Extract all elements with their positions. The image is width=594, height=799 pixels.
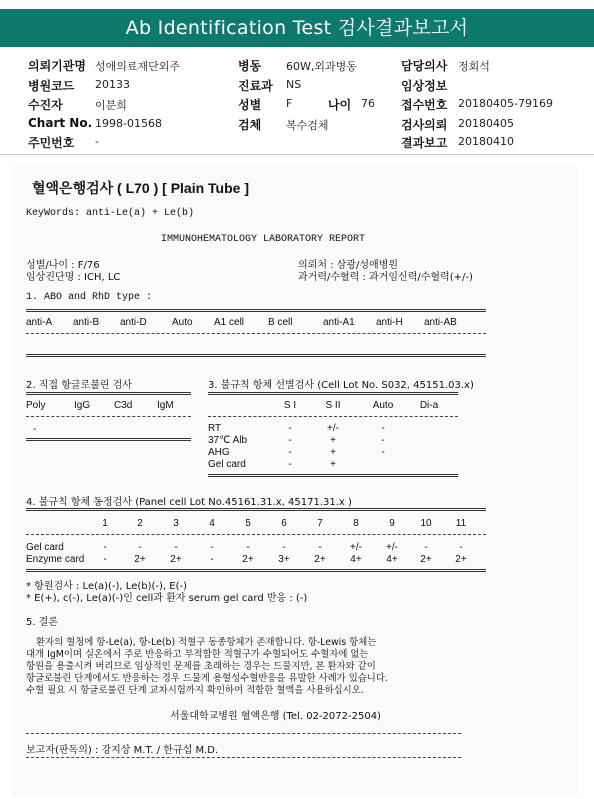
abo-col-header: anti-AB [424,317,457,328]
screen-table-header-rule [208,416,458,417]
lab-report-title: IMMUNOHEMATOLOGY LABORATORY REPORT [161,234,366,245]
requesting-org-value: 성애의료재단외주 [95,60,181,73]
panel-col-header: 6 [281,518,287,529]
hospital-code-label: 병원코드 [28,79,75,93]
requester-line: 의뢰처 : 삼광/성애병원 [298,260,399,271]
panel-col-header: 8 [353,518,359,529]
physician-value: 정회석 [458,60,490,73]
report-date-label: 결과보고 [401,136,448,150]
dat-col-header: IgM [157,400,174,411]
abo-col-header: Auto [172,317,193,328]
specimen-value: 복수검체 [286,119,329,132]
hospital-code-value: 20133 [95,78,130,91]
specimen-label: 검체 [238,118,262,132]
antibody-id-section-title: 4. 불규칙 항체 동정검사 (Panel cell Lot No.45161.31.x, 45171.31.x ) [26,497,352,508]
chart-no-label: Chart No. [28,116,93,130]
panel-cell: +/- [350,542,362,553]
panel-cell: - [103,554,107,565]
dat-table-bottom-rule [26,438,191,441]
panel-cell: - [210,542,214,553]
panel-col-header: 10 [420,518,432,529]
panel-col-header: 1 [102,518,108,529]
abo-table-header-rule [26,333,486,334]
clinical-info-label: 임상정보 [401,79,448,93]
panel-cell: - [459,542,463,553]
dat-col-header: Poly [26,400,46,411]
abo-col-header: anti-A1 [323,317,355,328]
conclusion-line: 환자의 혈청에 항-Le(a), 항-Le(b) 적혈구 동종항체가 존재합니다. 항-Lewis 항체는 [36,637,377,648]
sex-value: F [286,97,293,110]
report-title-bar: Ab Identification Test 검사결과보고서 [0,9,594,47]
abo-col-header: A1 cell [214,317,245,328]
panel-cell: 2+ [170,554,182,565]
conclusion-line: 대개 IgM이며 실온에서 주로 반응하고 부적합한 적혈구가 수혈되어도 수혈자에 없는 [26,649,369,660]
screen-row-label: RT [208,423,222,434]
abo-col-header: anti-D [120,317,147,328]
signature-top-rule [26,733,461,734]
panel-cell: - [210,554,214,565]
panel-cell: - [318,542,322,553]
screen-cell: - [288,423,292,434]
resident-no-value: - [95,135,99,148]
dat-col-header: IgG [74,400,91,411]
institution-line: 서울대학교병원 혈액은행 (Tel. 02-2072-2504) [170,711,381,722]
age-label: 나이 [328,98,352,112]
screen-table-top-rule [208,392,458,395]
panel-cell: - [138,542,142,553]
screen-cell: - [288,447,292,458]
dat-col-header: C3d [114,400,133,411]
chart-no-value: 1998-01568 [95,117,162,130]
screen-cell: - [288,459,292,470]
screen-col-header: Di-a [419,400,439,411]
panel-col-header: 7 [317,518,323,529]
abo-col-header: anti-B [73,317,100,328]
panel-cell: 4+ [350,554,362,565]
cell-reaction-note: * E(+), c(-), Le(a)(-)인 cell과 환자 serum gel card 반응 : (-) [26,593,308,604]
screen-row-label: 37℃ Alb [208,435,248,446]
panel-col-header: 5 [245,518,251,529]
keywords-line: KeyWords: anti-Le(a) + Le(b) [26,208,195,219]
conclusion-line: 항원을 용출시켜 버리므로 임상적인 문제를 초래하는 경우는 드물지만, 본 환자와 같이 [26,661,376,672]
ward-label: 병동 [238,59,262,73]
report-date-value: 20180410 [458,135,514,148]
age-value: 76 [361,97,375,110]
screen-row-label: AHG [208,447,230,458]
screen-col-header: S II [325,400,341,411]
request-date-label: 검사의뢰 [401,118,448,132]
screen-cell: + [330,435,336,446]
panel-col-header: 11 [455,518,467,529]
requesting-org-label: 의뢰기관명 [28,59,86,73]
abo-col-header: anti-H [376,317,403,328]
screen-cell: - [381,435,385,446]
department-label: 진료과 [238,79,273,93]
history-line: 과거력/수혈력 : 과거임신력/수혈력(+/-) [298,272,473,283]
conclusion-line: 항글로불린 단계에서도 반응하는 경우 드물게 용혈성수혈반응을 유발한 사례가 있습니다. [26,673,388,684]
signature-bottom-rule [26,757,461,758]
diagnosis-line: 임상진단명 : ICH, LC [26,272,121,283]
panel-col-header: 3 [173,518,179,529]
dat-table-header-rule [26,416,191,417]
accession-no-label: 접수번호 [401,98,448,112]
abo-col-header: anti-A [26,317,53,328]
screen-row-label: Gel card [208,459,246,470]
sex-label: 성별 [238,98,262,112]
screen-col-header: Auto [372,400,394,411]
panel-cell: 3+ [278,554,290,565]
dat-table-top-rule [26,392,191,395]
ward-value: 60W,외과병동 [286,60,357,73]
sex-age-line: 성별/나이 : F/76 [26,260,100,271]
header-divider [0,154,594,155]
screen-col-header: S I [283,400,297,411]
dat-section-title: 2. 직접 항글로불린 검사 [26,380,133,391]
screen-cell: + [330,447,336,458]
panel-table-bottom-rule [26,569,486,572]
abo-table-bottom-rule [26,354,486,357]
antibody-screen-section-title: 3. 불규칙 항체 선별검사 (Cell Lot No. S032, 45151.03.x) [208,380,474,391]
screen-cell: + [330,459,336,470]
blood-bank-test-title: 혈액은행검사 ( L70 ) [ Plain Tube ] [32,180,250,196]
panel-table-top-rule [26,508,486,511]
panel-cell: +/- [386,542,398,553]
panel-row-label: Enzyme card [26,554,85,565]
panel-cell: - [174,542,178,553]
resident-no-label: 주민번호 [28,136,75,150]
panel-cell: - [424,542,428,553]
abo-table-top-rule [26,309,486,312]
screen-cell: +/- [327,423,339,434]
screen-cell: - [381,447,385,458]
dat-result-value: - [33,424,37,435]
department-value: NS [286,78,302,91]
screen-cell: - [288,435,292,446]
physician-label: 담당의사 [401,59,448,73]
abo-rhd-section-title: 1. ABO and RhD type : [26,292,153,303]
conclusion-section-title: 5. 결론 [26,617,59,628]
panel-table-header-rule [26,534,486,535]
abo-col-header: B cell [268,317,293,328]
conclusion-line: 수혈 필요 시 항글로불린 단계 교차시험까지 확인하여 적합한 혈액을 사용하십시오. [26,685,364,696]
panel-cell: - [282,542,286,553]
panel-col-header: 9 [389,518,395,529]
panel-cell: 2+ [314,554,326,565]
patient-label: 수진자 [28,98,63,112]
panel-cell: 2+ [242,554,254,565]
request-date-value: 20180405 [458,117,514,130]
panel-row-label: Gel card [26,542,64,553]
screen-table-bottom-rule [208,474,458,477]
panel-cell: 2+ [134,554,146,565]
patient-value: 이분희 [95,99,127,112]
panel-cell: 2+ [420,554,432,565]
panel-cell: - [246,542,250,553]
panel-cell: 2+ [455,554,467,565]
accession-no-value: 20180405-79169 [458,97,553,110]
reporter-line: 보고자(판독의) : 강지상 M.T. / 한규섭 M.D. [26,745,219,756]
panel-col-header: 2 [137,518,143,529]
panel-cell: - [103,542,107,553]
antigen-test-note: * 항원검사 : Le(a)(-), Le(b)(-), E(-) [26,581,187,592]
panel-cell: 4+ [386,554,398,565]
panel-col-header: 4 [209,518,215,529]
screen-cell: - [381,423,385,434]
